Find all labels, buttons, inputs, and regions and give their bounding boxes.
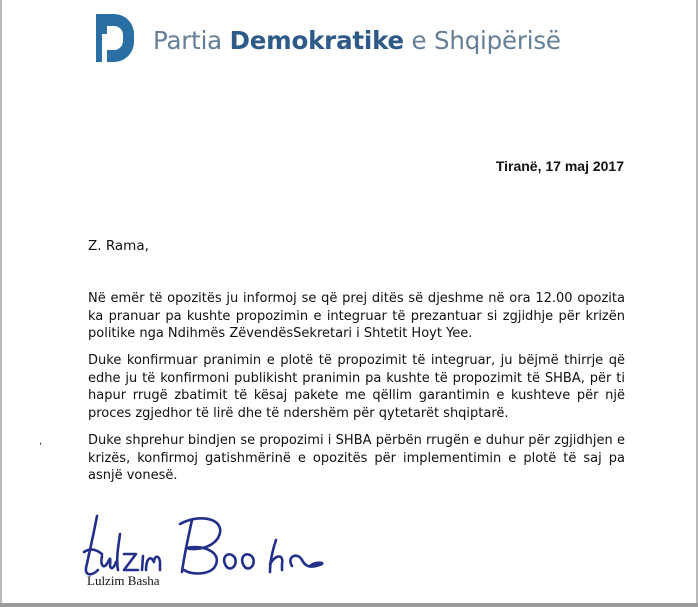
signer-name: Lulzim Basha [87,573,160,588]
scan-mark: , [39,436,43,447]
body-paragraph-3: Duke shprehur bindjen se propozimi i SHBA përbën rrugën e duhur për zgjidhjen e krizës, konfirmoj gatishmërinë e opozitës për implementimin e plotë të saj pa asnjë vonesë. [88,433,625,483]
letter-date: Tiranë, 17 maj 2017 [495,158,624,174]
party-name [153,26,561,55]
scan-edge-left [0,0,2,607]
scan-edge-bottom [0,603,698,607]
party-logo-icon [92,12,136,64]
body-paragraph-1: Në emër të opozitës ju informoj se që prej ditës së djeshme në ora 12.00 opozita ka pranuar pa kushte propozimin e integruar të prezantuar si zgjidhje për krizën politike nga Ndihmës ZëvendësSekretari i Shtetit Hoyt Yee. [88,291,625,341]
party-name-prefix: Partia [153,26,230,55]
party-name-suffix: e Shqipërisë [403,26,561,55]
body-paragraph-2: Duke konfirmuar pranimin e plotë të propozimit të integruar, ju bëjmë thirrje që edhe ju të konfirmoni publikisht pranimin pa kushte të propozimit të SHBA, për ti hapur rrugë zbatimit të kësaj pakete me qëllim garantimin e kushteve për një proces zgjedhor të lirë dhe të ndershëm për qytetarët shqiptarë. [88,353,625,421]
party-name-bold: Demokratike [229,26,404,55]
salutation: Z. Rama, [88,238,149,254]
